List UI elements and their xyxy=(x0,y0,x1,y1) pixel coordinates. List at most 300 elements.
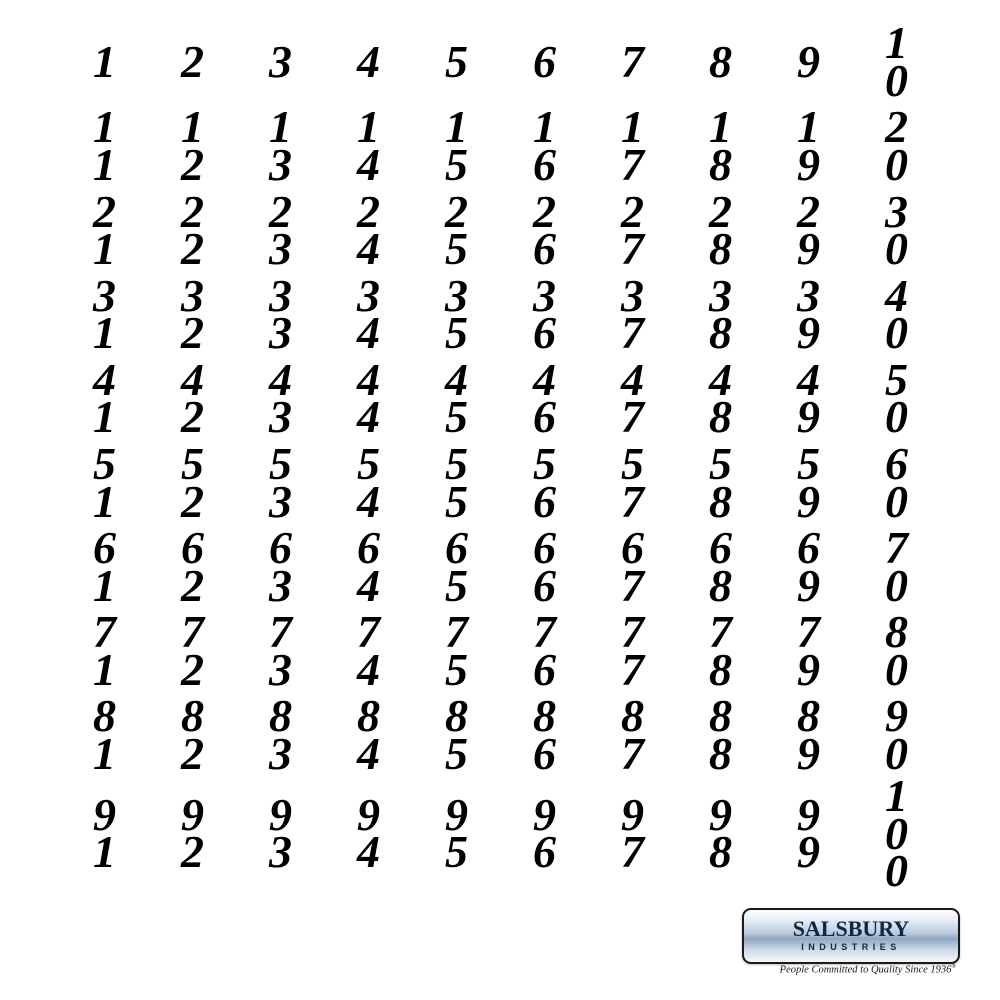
number-digit: 9 xyxy=(797,475,819,527)
number-digit: 3 xyxy=(357,269,379,321)
number-digit: 8 xyxy=(269,690,291,742)
number-digit: 9 xyxy=(797,307,819,359)
number-cell xyxy=(60,353,148,443)
number-digit: 4 xyxy=(357,353,379,405)
number-cell xyxy=(588,605,676,695)
number-digit: 8 xyxy=(709,475,731,527)
number-value xyxy=(885,690,907,779)
number-value xyxy=(885,101,907,191)
number-digit: 2 xyxy=(181,307,203,359)
number-cell xyxy=(148,353,236,443)
number-digit: 5 xyxy=(797,437,819,489)
number-digit: 5 xyxy=(445,437,467,489)
number-value xyxy=(445,185,467,275)
number-digit: 2 xyxy=(709,185,731,237)
number-cell xyxy=(324,690,412,779)
number-digit: 0 xyxy=(885,727,907,779)
number-digit: 4 xyxy=(93,353,115,405)
number-cell xyxy=(412,521,500,611)
number-cell xyxy=(588,690,676,779)
number-digit: 2 xyxy=(885,101,907,153)
number-value xyxy=(357,788,379,878)
number-cell xyxy=(60,521,148,611)
number-digit: 4 xyxy=(357,727,379,779)
number-value xyxy=(181,521,203,611)
number-cell xyxy=(764,353,852,443)
number-cell xyxy=(324,605,412,695)
number-digit: 7 xyxy=(621,826,643,878)
number-digit: 0 xyxy=(885,475,907,527)
number-digit: 2 xyxy=(181,185,203,237)
salsbury-logo xyxy=(742,908,970,980)
number-value xyxy=(93,101,115,191)
number-digit: 7 xyxy=(621,605,643,657)
number-value xyxy=(93,185,115,275)
number-digit: 5 xyxy=(445,643,467,695)
number-digit: 0 xyxy=(885,223,907,275)
number-digit: 8 xyxy=(709,139,731,191)
number-value xyxy=(797,353,819,443)
number-cell xyxy=(500,185,588,275)
number-digit: 4 xyxy=(885,269,907,321)
number-digit: 8 xyxy=(445,690,467,742)
number-digit: 3 xyxy=(709,269,731,321)
number-cell xyxy=(324,20,412,104)
number-cell xyxy=(412,690,500,779)
number-cell xyxy=(324,777,412,890)
number-digit: 0 xyxy=(885,139,907,191)
number-digit: 1 xyxy=(445,101,467,153)
number-digit: 2 xyxy=(181,826,203,878)
logo-wordmark: SALSBURY xyxy=(792,916,910,941)
number-value xyxy=(621,269,643,359)
number-value xyxy=(885,353,907,443)
number-value: 8 xyxy=(709,36,731,88)
number-cell xyxy=(60,437,148,527)
number-cell xyxy=(148,185,236,275)
number-cell xyxy=(676,437,764,527)
number-cell xyxy=(236,521,324,611)
number-value xyxy=(445,269,467,359)
number-value xyxy=(797,269,819,359)
number-digit: 9 xyxy=(445,788,467,840)
number-digit: 9 xyxy=(269,788,291,840)
number-digit: 5 xyxy=(621,437,643,489)
number-value: 3 xyxy=(269,36,291,88)
number-digit: 6 xyxy=(357,521,379,573)
number-digit: 6 xyxy=(533,559,555,611)
number-cell xyxy=(588,269,676,359)
number-cell xyxy=(852,437,940,527)
number-digit: 2 xyxy=(181,727,203,779)
number-digit: 9 xyxy=(797,223,819,275)
number-cell xyxy=(588,185,676,275)
number-digit: 0 xyxy=(885,55,907,107)
logo-tagline-text: People Committed to Quality Since 1936 xyxy=(779,964,952,976)
number-cell xyxy=(148,20,236,104)
number-digit: 1 xyxy=(885,17,907,69)
number-cell xyxy=(236,690,324,779)
number-digit: 7 xyxy=(709,605,731,657)
number-digit: 4 xyxy=(533,353,555,405)
number-digit: 3 xyxy=(797,269,819,321)
number-digit: 1 xyxy=(93,139,115,191)
number-value xyxy=(357,269,379,359)
number-cell xyxy=(236,605,324,695)
number-digit: 3 xyxy=(269,826,291,878)
number-cell xyxy=(324,521,412,611)
number-digit: 7 xyxy=(357,605,379,657)
number-cell xyxy=(60,269,148,359)
number-digit: 3 xyxy=(93,269,115,321)
number-digit: 6 xyxy=(885,437,907,489)
number-digit: 2 xyxy=(181,223,203,275)
number-cell xyxy=(764,185,852,275)
number-cell xyxy=(324,353,412,443)
number-value xyxy=(621,690,643,779)
number-digit: 4 xyxy=(357,391,379,443)
number-cell xyxy=(60,777,148,890)
number-cell xyxy=(500,101,588,191)
number-digit: 5 xyxy=(445,475,467,527)
number-value xyxy=(181,185,203,275)
number-digit: 1 xyxy=(709,101,731,153)
logo-subtitle: INDUSTRIES xyxy=(801,942,901,952)
number-value xyxy=(533,353,555,443)
number-cell xyxy=(412,269,500,359)
number-cell xyxy=(148,437,236,527)
number-cell xyxy=(60,101,148,191)
number-digit: 6 xyxy=(533,643,555,695)
number-value xyxy=(885,769,907,897)
number-digit: 2 xyxy=(181,643,203,695)
number-digit: 7 xyxy=(621,139,643,191)
number-digit: 9 xyxy=(709,788,731,840)
number-digit: 1 xyxy=(885,769,907,821)
number-digit: 5 xyxy=(709,437,731,489)
number-digit: 6 xyxy=(533,727,555,779)
number-digit: 1 xyxy=(93,307,115,359)
number-digit: 6 xyxy=(533,475,555,527)
number-digit: 1 xyxy=(93,223,115,275)
number-value xyxy=(93,521,115,611)
number-value xyxy=(181,269,203,359)
number-value xyxy=(357,101,379,191)
number-digit: 6 xyxy=(709,521,731,573)
number-cell xyxy=(60,605,148,695)
number-cell xyxy=(764,101,852,191)
number-value xyxy=(357,437,379,527)
number-value xyxy=(797,437,819,527)
number-cell xyxy=(324,185,412,275)
number-digit: 5 xyxy=(357,437,379,489)
number-value xyxy=(709,690,731,779)
number-digit: 9 xyxy=(885,690,907,742)
number-value xyxy=(533,437,555,527)
number-cell xyxy=(500,521,588,611)
number-digit: 8 xyxy=(533,690,555,742)
number-digit: 3 xyxy=(269,643,291,695)
number-digit: 6 xyxy=(533,391,555,443)
number-digit: 1 xyxy=(533,101,555,153)
number-digit: 1 xyxy=(269,101,291,153)
number-digit: 9 xyxy=(797,391,819,443)
number-cell xyxy=(676,353,764,443)
number-cell xyxy=(588,437,676,527)
number-digit: 2 xyxy=(797,185,819,237)
number-digit: 9 xyxy=(797,727,819,779)
number-value xyxy=(533,690,555,779)
number-digit: 2 xyxy=(357,185,379,237)
number-cell xyxy=(588,101,676,191)
number-value xyxy=(445,690,467,779)
number-cell xyxy=(236,101,324,191)
number-value xyxy=(885,521,907,611)
number-cell xyxy=(148,521,236,611)
number-cell xyxy=(148,777,236,890)
number-digit: 7 xyxy=(621,307,643,359)
number-value xyxy=(445,101,467,191)
number-value xyxy=(797,101,819,191)
number-value xyxy=(357,690,379,779)
number-cell xyxy=(500,269,588,359)
number-digit: 5 xyxy=(445,559,467,611)
number-cell xyxy=(500,690,588,779)
number-cell xyxy=(764,605,852,695)
registered-mark: ® xyxy=(951,964,956,970)
number-digit: 8 xyxy=(181,690,203,742)
number-value xyxy=(357,353,379,443)
number-digit: 9 xyxy=(93,788,115,840)
number-cell xyxy=(852,17,940,107)
number-value xyxy=(533,185,555,275)
number-digit: 1 xyxy=(93,475,115,527)
number-cell xyxy=(676,185,764,275)
number-digit: 4 xyxy=(797,353,819,405)
number-value xyxy=(621,353,643,443)
number-digit: 4 xyxy=(357,826,379,878)
number-digit: 8 xyxy=(709,826,731,878)
number-digit: 3 xyxy=(269,559,291,611)
number-digit: 6 xyxy=(533,139,555,191)
number-digit: 9 xyxy=(797,559,819,611)
number-value xyxy=(357,605,379,695)
number-cell xyxy=(412,20,500,104)
number-cell xyxy=(588,20,676,104)
number-value xyxy=(709,605,731,695)
number-value xyxy=(93,605,115,695)
number-digit: 9 xyxy=(797,788,819,840)
number-digit: 5 xyxy=(533,437,555,489)
number-digit: 7 xyxy=(621,643,643,695)
number-digit: 6 xyxy=(269,521,291,573)
number-digit: 7 xyxy=(445,605,467,657)
number-value xyxy=(533,788,555,878)
number-digit: 6 xyxy=(181,521,203,573)
number-digit: 7 xyxy=(533,605,555,657)
number-digit: 5 xyxy=(181,437,203,489)
number-digit: 4 xyxy=(357,307,379,359)
number-digit: 3 xyxy=(269,307,291,359)
number-value xyxy=(885,437,907,527)
number-cell xyxy=(236,269,324,359)
number-digit: 6 xyxy=(621,521,643,573)
number-value xyxy=(181,788,203,878)
number-digit: 0 xyxy=(885,845,907,897)
number-value xyxy=(797,788,819,878)
number-value xyxy=(269,185,291,275)
number-digit: 4 xyxy=(357,559,379,611)
number-cell xyxy=(324,101,412,191)
number-value: 4 xyxy=(357,36,379,88)
number-digit: 4 xyxy=(357,139,379,191)
number-cell xyxy=(764,437,852,527)
number-digit: 9 xyxy=(181,788,203,840)
number-digit: 7 xyxy=(181,605,203,657)
number-digit: 6 xyxy=(445,521,467,573)
number-cell xyxy=(60,185,148,275)
number-cell xyxy=(852,690,940,779)
number-value xyxy=(269,101,291,191)
number-cell xyxy=(412,777,500,890)
number-digit: 1 xyxy=(93,826,115,878)
number-cell xyxy=(148,269,236,359)
number-cell xyxy=(676,777,764,890)
number-digit: 5 xyxy=(445,391,467,443)
number-value xyxy=(181,101,203,191)
number-digit: 5 xyxy=(445,307,467,359)
number-value xyxy=(269,437,291,527)
number-value xyxy=(533,605,555,695)
number-digit: 8 xyxy=(709,559,731,611)
number-value xyxy=(93,437,115,527)
number-digit: 3 xyxy=(181,269,203,321)
number-cell xyxy=(676,101,764,191)
number-cell xyxy=(236,437,324,527)
number-digit: 9 xyxy=(357,788,379,840)
number-cell xyxy=(236,777,324,890)
number-digit: 3 xyxy=(445,269,467,321)
number-grid xyxy=(60,17,940,897)
number-value xyxy=(445,437,467,527)
number-digit: 5 xyxy=(269,437,291,489)
number-digit: 0 xyxy=(885,307,907,359)
number-digit: 2 xyxy=(269,185,291,237)
number-value xyxy=(357,521,379,611)
number-digit: 8 xyxy=(709,307,731,359)
number-cell xyxy=(588,353,676,443)
number-digit: 7 xyxy=(797,605,819,657)
number-digit: 9 xyxy=(533,788,555,840)
number-value xyxy=(181,690,203,779)
number-digit: 5 xyxy=(445,826,467,878)
number-value xyxy=(93,269,115,359)
number-digit: 4 xyxy=(445,353,467,405)
number-value xyxy=(885,269,907,359)
number-digit: 4 xyxy=(181,353,203,405)
number-value xyxy=(533,521,555,611)
number-digit: 6 xyxy=(533,223,555,275)
number-digit: 7 xyxy=(621,727,643,779)
number-value xyxy=(93,690,115,779)
number-value xyxy=(269,788,291,878)
number-cell xyxy=(676,521,764,611)
number-cell xyxy=(500,353,588,443)
number-value xyxy=(445,521,467,611)
number-digit: 8 xyxy=(709,643,731,695)
number-digit: 3 xyxy=(269,139,291,191)
number-digit: 2 xyxy=(181,475,203,527)
number-digit: 1 xyxy=(93,727,115,779)
number-digit: 7 xyxy=(621,559,643,611)
number-value xyxy=(709,185,731,275)
number-digit: 7 xyxy=(621,475,643,527)
number-value xyxy=(621,101,643,191)
number-digit: 7 xyxy=(885,521,907,573)
number-digit: 9 xyxy=(797,826,819,878)
number-digit: 2 xyxy=(533,185,555,237)
number-digit: 7 xyxy=(93,605,115,657)
number-digit: 0 xyxy=(885,559,907,611)
number-cell xyxy=(412,101,500,191)
number-digit: 3 xyxy=(269,269,291,321)
number-cell xyxy=(236,185,324,275)
number-value xyxy=(181,605,203,695)
logo-plate xyxy=(742,908,960,964)
number-cell xyxy=(764,777,852,890)
number-cell xyxy=(148,690,236,779)
number-cell xyxy=(412,437,500,527)
number-value: 9 xyxy=(797,36,819,88)
number-value xyxy=(709,101,731,191)
number-value xyxy=(797,521,819,611)
number-digit: 8 xyxy=(797,690,819,742)
number-cell xyxy=(588,521,676,611)
number-digit: 8 xyxy=(621,690,643,742)
number-digit: 1 xyxy=(181,101,203,153)
number-value xyxy=(621,185,643,275)
number-digit: 8 xyxy=(357,690,379,742)
number-cell xyxy=(764,269,852,359)
number-cell xyxy=(676,605,764,695)
number-digit: 9 xyxy=(621,788,643,840)
number-value xyxy=(621,788,643,878)
number-value xyxy=(269,521,291,611)
number-digit: 6 xyxy=(533,521,555,573)
number-cell xyxy=(764,521,852,611)
number-digit: 5 xyxy=(93,437,115,489)
number-cell xyxy=(60,20,148,104)
number-value xyxy=(621,605,643,695)
number-digit: 9 xyxy=(797,139,819,191)
number-digit: 7 xyxy=(269,605,291,657)
number-digit: 0 xyxy=(885,643,907,695)
number-cell xyxy=(676,269,764,359)
number-cell xyxy=(412,185,500,275)
number-digit: 0 xyxy=(885,807,907,859)
number-value xyxy=(797,690,819,779)
number-digit: 6 xyxy=(533,307,555,359)
number-value xyxy=(885,605,907,695)
number-cell xyxy=(852,185,940,275)
number-value xyxy=(93,353,115,443)
number-cell xyxy=(236,20,324,104)
number-digit: 3 xyxy=(533,269,555,321)
number-value xyxy=(885,17,907,107)
number-value: 6 xyxy=(533,36,555,88)
number-value xyxy=(445,605,467,695)
number-cell xyxy=(852,353,940,443)
